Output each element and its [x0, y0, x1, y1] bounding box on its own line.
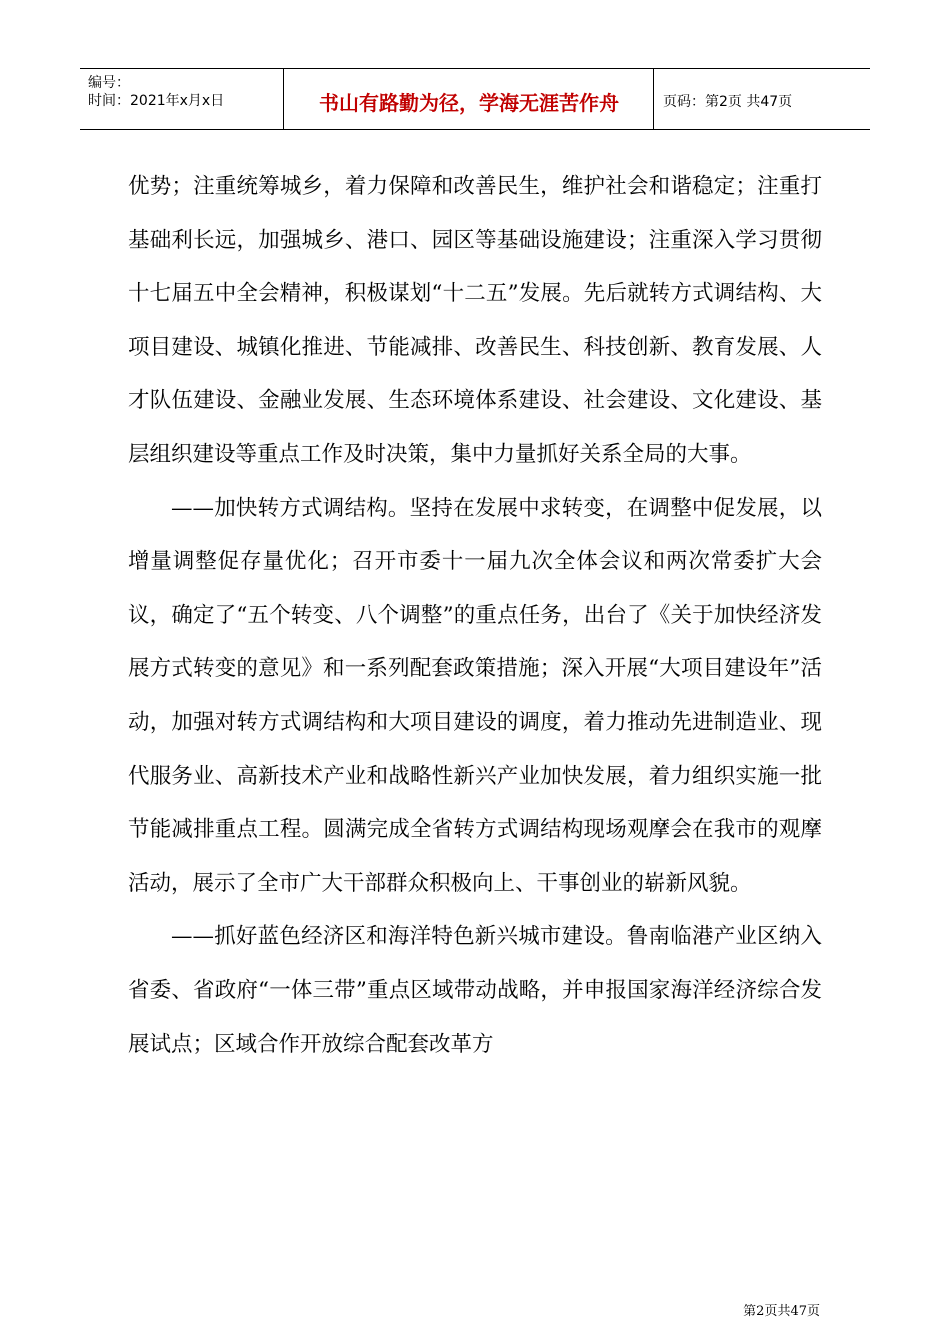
body-paragraph: ——抓好蓝色经济区和海洋特色新兴城市建设。鲁南临港产业区纳入省委、省政府“一体三带”重点区域带动战略，并申报国家海洋经济综合发展试点；区域合作开放综合配套改革方: [128, 924, 822, 1057]
document-header: [80, 68, 870, 130]
header-motto-cell: [285, 69, 654, 129]
body-paragraph: ——加快转方式调结构。坚持在发展中求转变，在调整中促发展，以增量调整促存量优化；召开市委十一届九次全体会议和两次常委扩大会议，确定了“五个转变、八个调整”的重点任务，出台了《关于加快经济发展方式转变的意见》和一系列配套政策措施；深入开展“大项目建设年”活动，加强对转方式调结构和大项目建设的调度，着力推动先进制造业、现代服务业、高新技术产业和战略性新兴产业加快发展，着力组织实施一批节能减排重点工程。圆满完成全省转方式调结构现场观摩会在我市的观摩活动，展示了全市广大干部群众积极向上、干事创业的崭新风貌。: [128, 495, 822, 896]
header-page-number: 页码：第2页 共47页: [663, 94, 793, 110]
motto-text: 书山有路勤为径，学海无涯苦作舟: [319, 91, 619, 115]
header-meta-cell: [80, 69, 284, 129]
date-label: 时间：2021年x月x日: [88, 93, 225, 109]
serial-number-label: 编号：: [88, 75, 130, 91]
body-paragraph: 优势；注重统筹城乡，着力保障和改善民生，维护社会和谐稳定；注重打基础利长远，加强城乡、港口、园区等基础设施建设；注重深入学习贯彻十七届五中全会精神，积极谋划“十二五”发展。先后就转方式调结构、大项目建设、城镇化推进、节能减排、改善民生、科技创新、教育发展、人才队伍建设、金融业发展、生态环境体系建设、社会建设、文化建设、基层组织建设等重点工作及时决策，集中力量抓好关系全局的大事。: [128, 174, 822, 467]
footer-page-number: 第2页共47页: [743, 1304, 820, 1319]
document-body: [128, 160, 822, 1071]
header-page-cell: [655, 69, 870, 129]
